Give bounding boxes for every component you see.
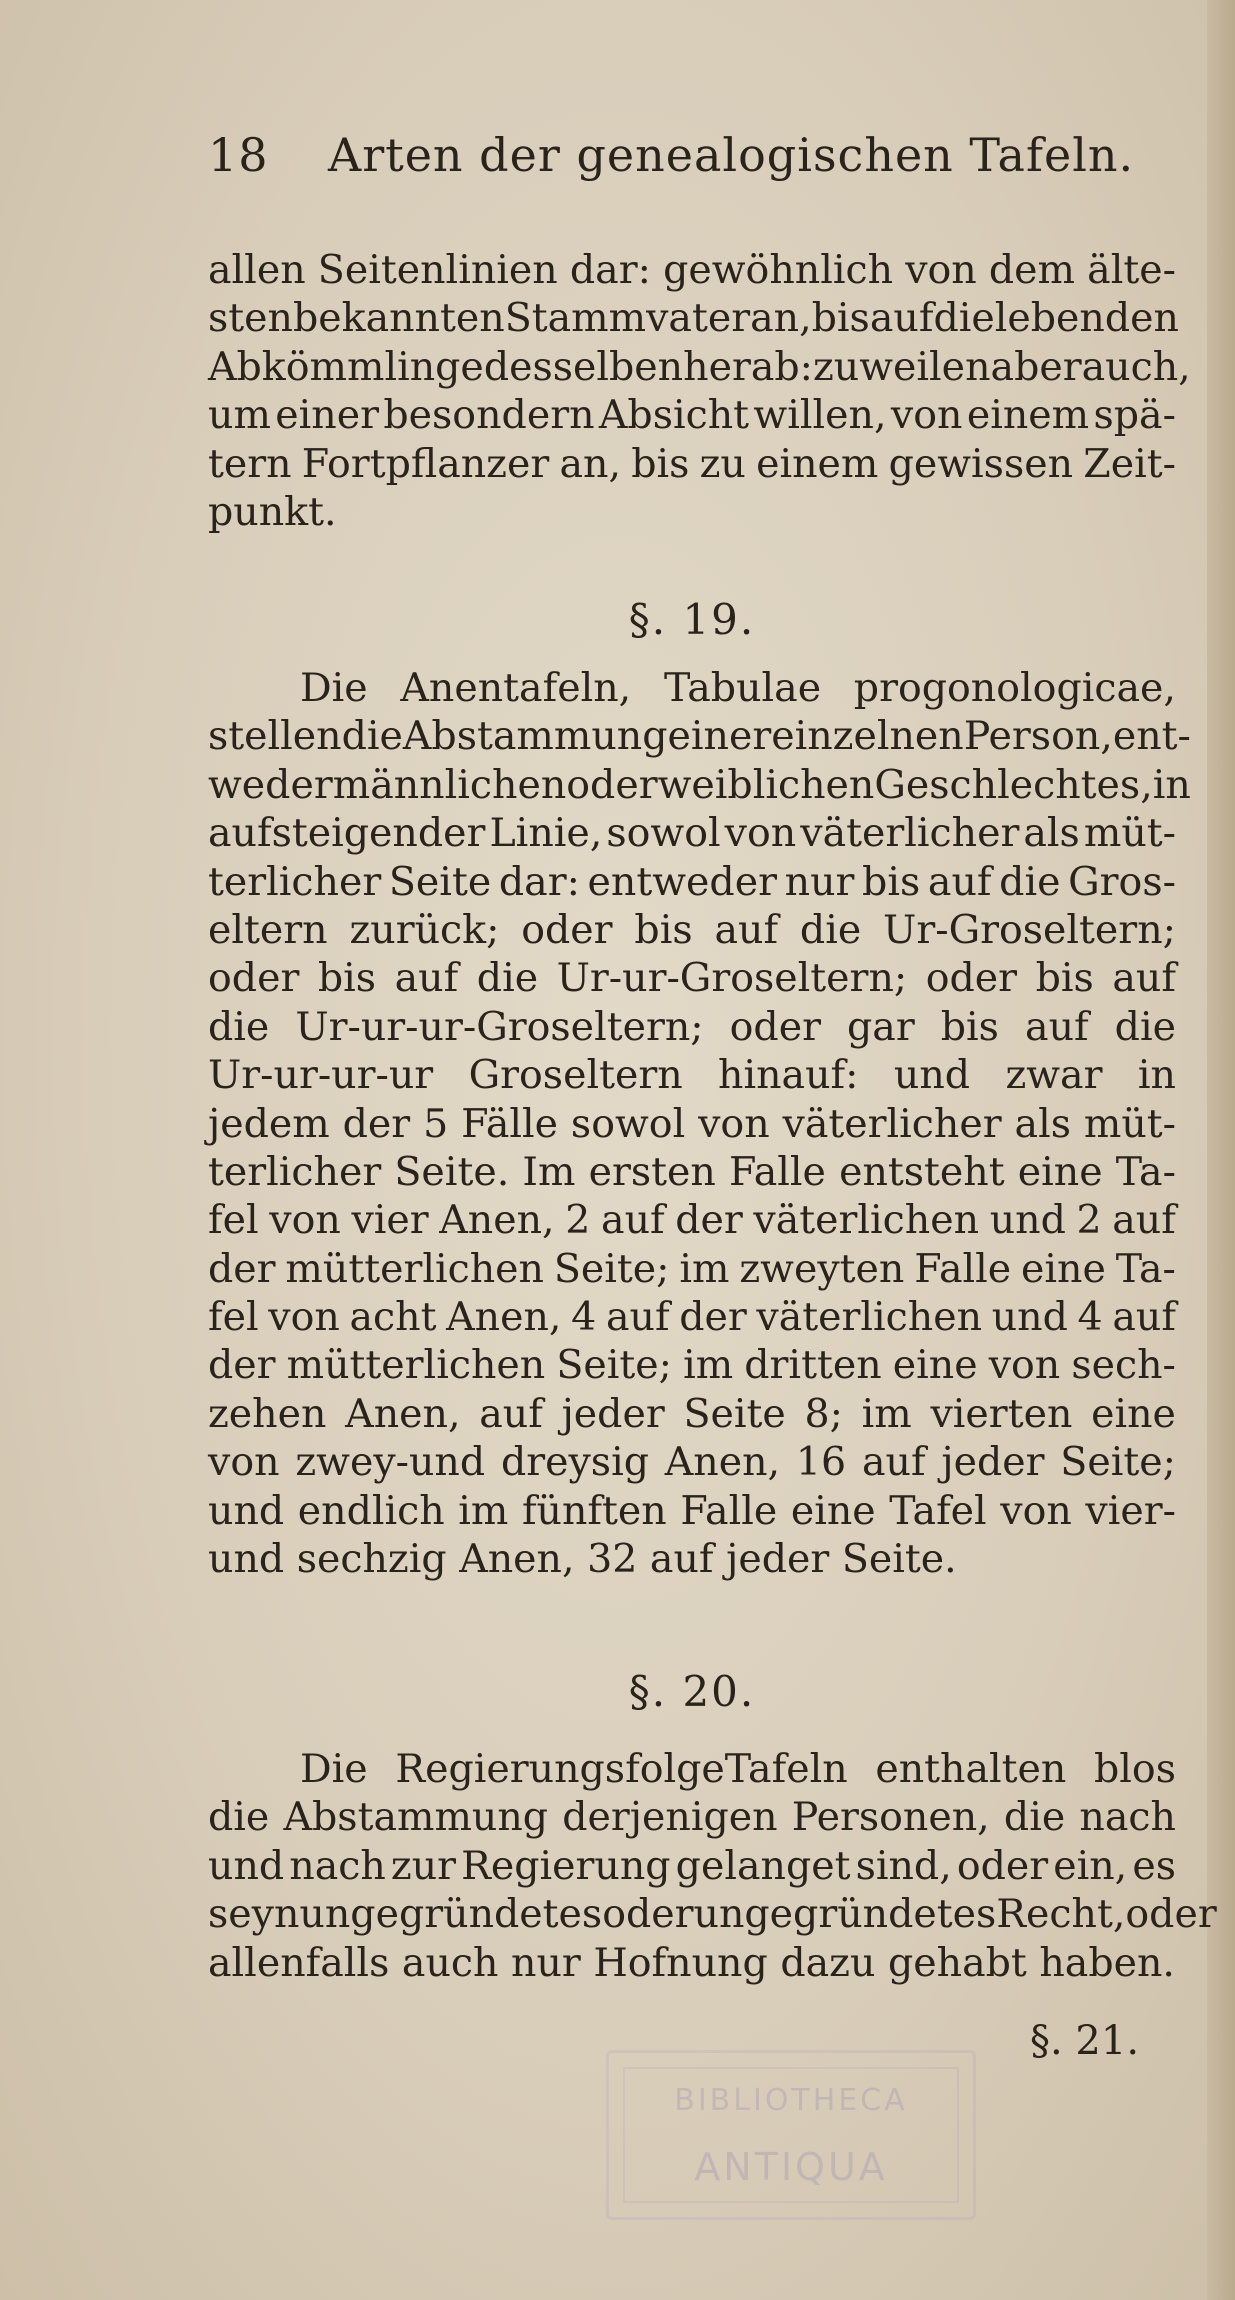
word: willen, bbox=[753, 392, 887, 439]
word: zu bbox=[699, 440, 746, 487]
word: auf bbox=[927, 858, 992, 905]
word: einem bbox=[966, 392, 1090, 439]
running-header bbox=[208, 128, 1135, 182]
word: dritten bbox=[744, 1342, 882, 1389]
paragraph-regierungsfolge bbox=[208, 1745, 1217, 1987]
word: jeder bbox=[561, 1390, 665, 1437]
word: acht bbox=[349, 1294, 437, 1341]
word: zwey-und bbox=[295, 1439, 486, 1486]
word: väterlicher bbox=[782, 1100, 1002, 1147]
word: terlicher bbox=[208, 1148, 382, 1195]
word: die bbox=[1114, 1003, 1176, 1050]
word: oder bbox=[956, 1842, 1049, 1889]
word: Seite. bbox=[394, 1148, 510, 1195]
stamp-text-bottom: ANTIQUA bbox=[694, 2145, 888, 2189]
word: fünften bbox=[521, 1487, 667, 1534]
text-line: punkt. bbox=[208, 488, 337, 535]
text-line bbox=[208, 1245, 1176, 1293]
catchword: §. 21. bbox=[1030, 2018, 1140, 2064]
word: väterlichen bbox=[756, 1294, 983, 1341]
word: auf bbox=[394, 955, 459, 1002]
word: 5 bbox=[423, 1100, 449, 1147]
word: dar: bbox=[498, 858, 580, 905]
word: einer bbox=[275, 392, 379, 439]
word: eltern bbox=[208, 906, 328, 953]
text-line bbox=[208, 1051, 1176, 1099]
word: nur bbox=[784, 858, 855, 905]
word: die bbox=[476, 955, 539, 1002]
word: auf bbox=[1112, 955, 1176, 1002]
word: bis bbox=[631, 440, 690, 487]
word: zuweilen bbox=[812, 343, 991, 390]
word: väterlichen bbox=[753, 1197, 980, 1244]
word: fel bbox=[208, 1294, 259, 1341]
word: progonologicae, bbox=[853, 665, 1176, 711]
word: von bbox=[269, 1197, 341, 1244]
text-line bbox=[208, 246, 1176, 294]
text-line bbox=[208, 712, 1191, 760]
word: Seitenlinien bbox=[317, 247, 558, 293]
word: sten bbox=[208, 295, 293, 342]
section-heading-20: §. 20. bbox=[628, 1667, 756, 1716]
word: von bbox=[905, 247, 977, 293]
word: jedem bbox=[208, 1100, 330, 1147]
word: Seite bbox=[683, 1390, 786, 1437]
text-line bbox=[208, 1100, 1176, 1148]
text-line bbox=[208, 906, 1176, 954]
word: der bbox=[679, 1294, 747, 1341]
text-line bbox=[208, 809, 1176, 857]
word: herab: bbox=[683, 343, 813, 390]
word: jeder bbox=[941, 1439, 1045, 1486]
word: der bbox=[208, 1342, 276, 1389]
word: zur bbox=[390, 1842, 457, 1889]
word: fel bbox=[208, 1197, 259, 1244]
word: bis bbox=[317, 955, 377, 1002]
word: Tabulae bbox=[663, 665, 822, 711]
library-stamp bbox=[606, 2050, 976, 2220]
text-line bbox=[208, 858, 1176, 906]
word: von bbox=[988, 1342, 1061, 1389]
word: die bbox=[341, 713, 403, 760]
word: blos bbox=[1094, 1746, 1176, 1792]
word: Person, bbox=[963, 713, 1113, 760]
word: ersten bbox=[588, 1148, 716, 1195]
word: derjenigen bbox=[562, 1794, 778, 1841]
word: Anen, bbox=[345, 1390, 461, 1437]
word: Seite; bbox=[556, 1342, 672, 1389]
word: in bbox=[1152, 761, 1191, 808]
word: Seite bbox=[388, 858, 492, 905]
word: nun bbox=[273, 1891, 351, 1938]
word: Absicht bbox=[598, 392, 750, 439]
page-edge-shadow bbox=[1207, 0, 1235, 2300]
word: Personen, bbox=[791, 1794, 990, 1841]
word: dreysig bbox=[500, 1439, 649, 1486]
word: allen bbox=[208, 247, 306, 293]
word: weiblichen bbox=[657, 761, 875, 808]
word: enthalten bbox=[875, 1746, 1067, 1792]
word: Geschlechtes, bbox=[874, 761, 1153, 808]
word: eine bbox=[1091, 1390, 1176, 1437]
word: als bbox=[1023, 810, 1080, 857]
word: die bbox=[1003, 1794, 1066, 1841]
word: Falle bbox=[914, 1245, 1012, 1292]
word: Recht, bbox=[996, 1891, 1126, 1938]
word: Seite; bbox=[553, 1245, 670, 1292]
text-line bbox=[208, 1890, 1217, 1938]
word: Falle bbox=[680, 1487, 778, 1534]
word: entweder bbox=[587, 858, 777, 905]
section-heading-19-wrapper bbox=[208, 572, 1176, 668]
word: oder bbox=[521, 906, 613, 953]
word: 2 bbox=[565, 1197, 591, 1244]
word: auf bbox=[1025, 1003, 1089, 1050]
word: Seite; bbox=[1060, 1439, 1176, 1486]
word: auch, bbox=[1081, 343, 1191, 390]
text-line: allenfalls auch nur Hofnung dazu gehabt haben. bbox=[208, 1939, 1175, 1986]
word: an, bbox=[559, 440, 622, 487]
word: Zeit- bbox=[1083, 440, 1176, 487]
running-title: Arten der genealogischen Tafeln. bbox=[328, 128, 1135, 182]
word: sind, bbox=[855, 1842, 952, 1889]
paragraph-continued bbox=[208, 246, 1191, 536]
word: 4 bbox=[1077, 1294, 1103, 1341]
word: von bbox=[890, 392, 963, 439]
paragraph-anentafeln bbox=[208, 664, 1191, 1583]
word: auf bbox=[1112, 1294, 1176, 1341]
word: ein, bbox=[1053, 1842, 1128, 1889]
word: dar: bbox=[569, 247, 651, 293]
word: Ta- bbox=[1115, 1245, 1176, 1292]
text-line bbox=[208, 440, 1176, 488]
word: bis bbox=[1035, 955, 1094, 1002]
word: nach bbox=[1079, 1794, 1176, 1841]
word: von bbox=[1000, 1487, 1072, 1534]
word: Ur-ur-Groseltern; bbox=[556, 955, 908, 1002]
word: von bbox=[724, 810, 797, 857]
word: die bbox=[208, 1794, 270, 1841]
word: an, bbox=[750, 295, 812, 342]
word: die bbox=[799, 906, 862, 953]
word: Anen, bbox=[446, 1294, 562, 1341]
word: gewöhnlich bbox=[663, 247, 894, 293]
word: lebenden bbox=[994, 295, 1179, 342]
word: im bbox=[679, 1245, 730, 1292]
word: väterlicher bbox=[800, 810, 1020, 857]
word: von bbox=[698, 1100, 770, 1147]
word: auf bbox=[601, 1197, 665, 1244]
word: Ur-Groseltern; bbox=[883, 906, 1176, 953]
text-line bbox=[208, 1293, 1176, 1341]
word: Falle bbox=[729, 1148, 826, 1195]
word: eine bbox=[790, 1487, 876, 1534]
word: bekannten bbox=[292, 295, 505, 342]
word: Im bbox=[522, 1148, 576, 1195]
word: auf bbox=[1112, 1197, 1176, 1244]
word: Anen, bbox=[664, 1439, 781, 1486]
word: dem bbox=[988, 247, 1076, 293]
word: im bbox=[861, 1390, 912, 1437]
text-line bbox=[208, 664, 1176, 712]
word: 2 bbox=[1076, 1197, 1102, 1244]
text-line bbox=[208, 1438, 1176, 1486]
word: bis bbox=[634, 906, 693, 953]
word: bis bbox=[862, 858, 921, 905]
word: mütterlichen bbox=[286, 1342, 546, 1389]
word: vier- bbox=[1085, 1487, 1176, 1534]
word: bis bbox=[940, 1003, 999, 1050]
word: eine bbox=[1021, 1245, 1106, 1292]
word: Ur-ur-ur-Groseltern; bbox=[295, 1003, 704, 1050]
word: Anentafeln, bbox=[400, 665, 632, 711]
word: weder bbox=[208, 761, 333, 808]
word: und bbox=[208, 1487, 285, 1534]
word: gewissen bbox=[888, 440, 1074, 487]
word: sey bbox=[208, 1891, 274, 1938]
word: nach bbox=[289, 1842, 386, 1889]
word: mütterlichen bbox=[285, 1245, 544, 1292]
word: gar bbox=[847, 1003, 915, 1050]
word: oder bbox=[729, 1003, 821, 1050]
word: einzelnen bbox=[771, 713, 964, 760]
word: müt- bbox=[1083, 1100, 1176, 1147]
word: zweyten bbox=[739, 1245, 905, 1292]
word: als bbox=[1014, 1100, 1071, 1147]
word: bis bbox=[811, 295, 870, 342]
word: oder bbox=[566, 761, 658, 808]
word: auf bbox=[605, 1294, 670, 1341]
section-heading-20-wrapper bbox=[208, 1644, 1176, 1740]
word: auf bbox=[861, 1439, 926, 1486]
word: älte- bbox=[1087, 247, 1176, 293]
word: desselben bbox=[483, 343, 684, 390]
word: stellen bbox=[208, 713, 342, 760]
word: im bbox=[458, 1487, 509, 1534]
word: Regierung bbox=[461, 1842, 671, 1889]
word: sowol bbox=[606, 810, 721, 857]
word: und bbox=[893, 1052, 971, 1099]
word: besondern bbox=[383, 392, 595, 439]
word: Gros- bbox=[1068, 858, 1176, 905]
word: 4 bbox=[571, 1294, 597, 1341]
text-line bbox=[208, 391, 1176, 439]
word: oder bbox=[602, 1891, 694, 1938]
word: oder bbox=[1125, 1891, 1217, 1938]
text-line bbox=[208, 1196, 1176, 1244]
word: zurück; bbox=[349, 906, 500, 953]
word: männlichen bbox=[332, 761, 567, 808]
page-number: 18 bbox=[208, 128, 269, 182]
text-line bbox=[208, 1148, 1176, 1196]
text-line bbox=[208, 1390, 1176, 1438]
word: Tafel bbox=[889, 1487, 987, 1534]
word: und bbox=[208, 1842, 285, 1889]
word: einem bbox=[756, 440, 879, 487]
word: spä- bbox=[1093, 392, 1176, 439]
word: Linie, bbox=[489, 810, 603, 857]
text-line bbox=[208, 343, 1191, 391]
word: gelanget bbox=[675, 1842, 851, 1889]
word: Die bbox=[300, 665, 368, 711]
word: gegründetes bbox=[350, 1891, 603, 1938]
word: vier bbox=[351, 1197, 429, 1244]
word: Abstammung bbox=[283, 1794, 549, 1841]
word: aber bbox=[990, 343, 1082, 390]
text-line: und sechzig Anen, 32 auf jeder Seite. bbox=[208, 1536, 957, 1583]
text-line bbox=[208, 294, 1179, 342]
word: zwar bbox=[1005, 1052, 1103, 1099]
word: vierten bbox=[930, 1390, 1073, 1437]
word: hinauf: bbox=[718, 1052, 859, 1099]
word: der bbox=[675, 1197, 743, 1244]
text-line bbox=[208, 1793, 1176, 1841]
word: sech- bbox=[1071, 1342, 1176, 1389]
word: auf bbox=[479, 1390, 543, 1437]
word: ent- bbox=[1112, 713, 1191, 760]
word: von bbox=[208, 1439, 280, 1486]
word: 16 bbox=[795, 1439, 847, 1486]
word: im bbox=[683, 1342, 734, 1389]
word: Die bbox=[300, 1746, 368, 1792]
word: Abstammung bbox=[402, 713, 668, 760]
word: auf bbox=[869, 295, 934, 342]
word: einer bbox=[667, 713, 772, 760]
word: entsteht bbox=[839, 1148, 1005, 1195]
text-line bbox=[208, 1487, 1176, 1535]
word: auf bbox=[714, 906, 779, 953]
word: um bbox=[208, 392, 271, 439]
word: Fortpflanzer bbox=[301, 440, 550, 487]
word: zehen bbox=[208, 1390, 327, 1437]
word: ungegründetes bbox=[693, 1891, 997, 1938]
word: und bbox=[989, 1197, 1066, 1244]
word: sowol bbox=[570, 1100, 686, 1147]
word: tern bbox=[208, 440, 292, 487]
word: Ur-ur-ur-ur bbox=[208, 1052, 434, 1099]
word: und bbox=[991, 1294, 1068, 1341]
stamp-text-top: BIBLIOTHECA bbox=[674, 2083, 908, 2118]
text-line bbox=[208, 1745, 1176, 1793]
word: RegierungsfolgeTafeln bbox=[395, 1746, 848, 1792]
text-line bbox=[208, 1003, 1176, 1051]
word: Groseltern bbox=[468, 1052, 683, 1099]
word: die bbox=[208, 1003, 270, 1050]
word: in bbox=[1137, 1052, 1176, 1099]
word: aufsteigender bbox=[208, 810, 486, 857]
word: Fälle bbox=[461, 1100, 559, 1147]
text-line bbox=[208, 1341, 1176, 1389]
word: die bbox=[999, 858, 1061, 905]
word: terlicher bbox=[208, 858, 382, 905]
word: Anen, bbox=[439, 1197, 555, 1244]
word: müt- bbox=[1083, 810, 1176, 857]
text-line bbox=[208, 1842, 1176, 1890]
word: eine bbox=[892, 1342, 978, 1389]
word: endlich bbox=[297, 1487, 445, 1534]
word: Abkömmlinge bbox=[208, 343, 484, 390]
word: der bbox=[208, 1245, 276, 1292]
word: 8; bbox=[804, 1390, 843, 1437]
word: oder bbox=[925, 955, 1018, 1002]
word: es bbox=[1132, 1842, 1176, 1889]
word: eine bbox=[1017, 1148, 1103, 1195]
word: die bbox=[933, 295, 995, 342]
word: Ta- bbox=[1115, 1148, 1176, 1195]
word: oder bbox=[208, 955, 300, 1002]
section-heading-19: §. 19. bbox=[628, 595, 756, 644]
word: Stammvater bbox=[504, 295, 751, 342]
text-line bbox=[208, 761, 1191, 809]
word: der bbox=[342, 1100, 411, 1147]
word: von bbox=[268, 1294, 340, 1341]
text-line bbox=[208, 954, 1176, 1002]
